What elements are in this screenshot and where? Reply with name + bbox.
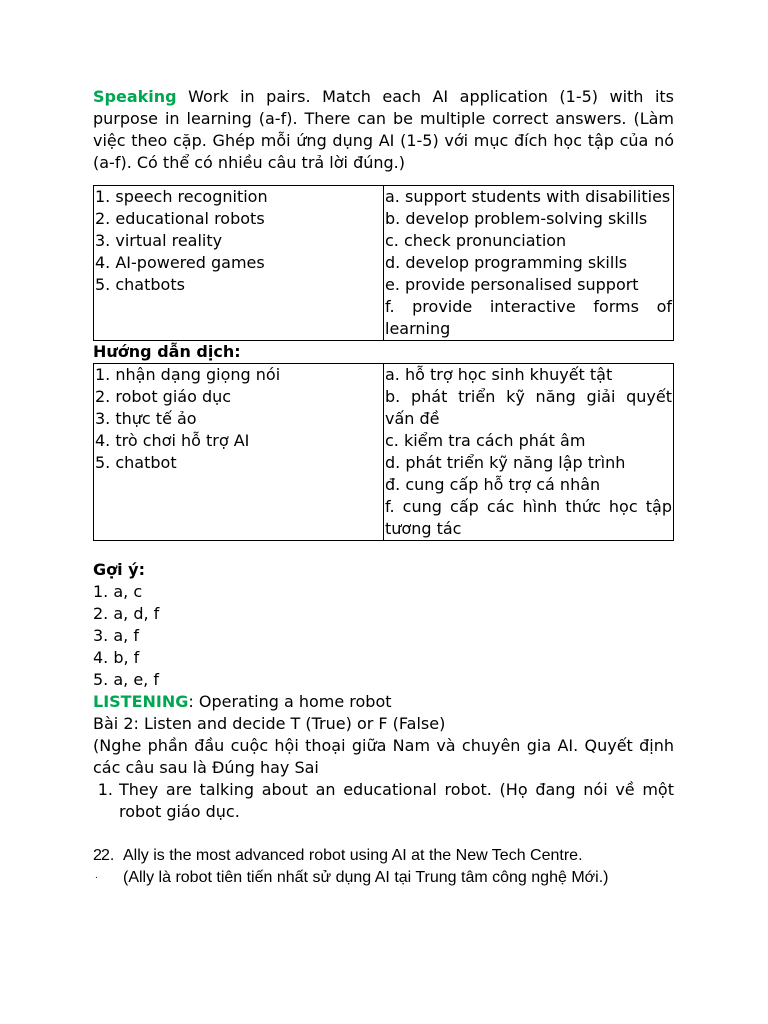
application-item-vi: 4. trò chơi hỗ trợ AI	[95, 431, 250, 450]
question-item	[93, 845, 674, 889]
application-item-vi: 2. robot giáo dục	[95, 387, 232, 406]
translation-heading: Hướng dẫn dịch:	[93, 342, 241, 361]
purpose-item-vi: f. cung cấp các hình thức học tập tương tác	[385, 497, 672, 538]
purpose-item-vi: c. kiểm tra cách phát âm	[385, 431, 586, 450]
hint-answer: 1. a, c	[93, 582, 143, 601]
hint-heading: Gợi ý:	[93, 560, 146, 579]
purpose-item-vi: d. phát triển kỹ năng lập trình	[385, 453, 626, 472]
hint-answer: 2. a, d, f	[93, 604, 160, 623]
question-item	[93, 779, 674, 823]
application-item: 1. speech recognition	[95, 187, 268, 206]
purpose-item: b. develop problem-solving skills	[385, 209, 648, 228]
applications-column-vi	[94, 364, 384, 541]
question-number: 1.	[97, 780, 113, 799]
matching-table-en	[93, 185, 674, 341]
listening-title: : Operating a home robot	[188, 692, 392, 711]
speaking-paragraph	[93, 86, 674, 174]
purpose-item-vi: b. phát triển kỹ năng giải quyết vấn đề	[385, 387, 672, 428]
document-page	[93, 86, 674, 889]
question-number: 2.	[101, 847, 115, 864]
application-item: 3. virtual reality	[95, 231, 223, 250]
speaking-instruction: Work in pairs. Match each AI application (1-5) with its purpose in learning (a-f). There can be multiple correct answers. (Làm việc theo cặp. Ghép mỗi ứng dụng AI (1-5) với mục đích học tập của nó (a-f). Có thể có nhiều câu trả lời đúng.)	[93, 87, 674, 172]
question-number-2: 2 2. .	[93, 847, 115, 881]
application-item-vi: 3. thực tế ảo	[95, 409, 197, 428]
application-item-vi: 1. nhận dạng giọng nói	[95, 365, 281, 384]
question-body	[123, 845, 674, 889]
application-item: 4. AI-powered games	[95, 253, 265, 272]
purposes-column	[384, 186, 674, 341]
purpose-item: e. provide personalised support	[385, 275, 639, 294]
listening-label: LISTENING	[93, 692, 189, 711]
speaking-label: Speaking	[93, 87, 177, 106]
purpose-item: a. support students with disabilities	[385, 187, 671, 206]
question-text: Ally is the most advanced robot using AI at the New Tech Centre.	[123, 847, 583, 864]
purpose-item: c. check pronunciation	[385, 231, 567, 250]
listening-task-vi: (Nghe phần đầu cuộc hội thoại giữa Nam và chuyên gia AI. Quyết định các câu sau là Đúng hay Sai	[93, 736, 674, 777]
applications-column	[94, 186, 384, 341]
hint-answer: 5. a, e, f	[93, 670, 159, 689]
listening-task: Bài 2: Listen and decide T (True) or F (False)	[93, 714, 446, 733]
purpose-item: d. develop programming skills	[385, 253, 628, 272]
matching-table-vi	[93, 363, 674, 541]
application-item: 2. educational robots	[95, 209, 265, 228]
question-text-vi: (Ally là robot tiên tiến nhất sử dụng AI tại Trung tâm công nghệ Mới.)	[123, 869, 609, 886]
application-item: 5. chatbots	[95, 275, 185, 294]
purpose-item-vi: đ. cung cấp hỗ trợ cá nhân	[385, 475, 601, 494]
application-item-vi: 5. chatbot	[95, 453, 177, 472]
question-text: They are talking about an educational robot. (Họ đang nói về một robot giáo dục.	[119, 780, 674, 821]
purpose-item-vi: a. hỗ trợ học sinh khuyết tật	[385, 365, 613, 384]
listening-heading	[93, 691, 674, 713]
purposes-column-vi	[384, 364, 674, 541]
hint-answer: 3. a, f	[93, 626, 139, 645]
hint-answer: 4. b, f	[93, 648, 140, 667]
purpose-item: f. provide interactive forms of learning	[385, 297, 672, 338]
